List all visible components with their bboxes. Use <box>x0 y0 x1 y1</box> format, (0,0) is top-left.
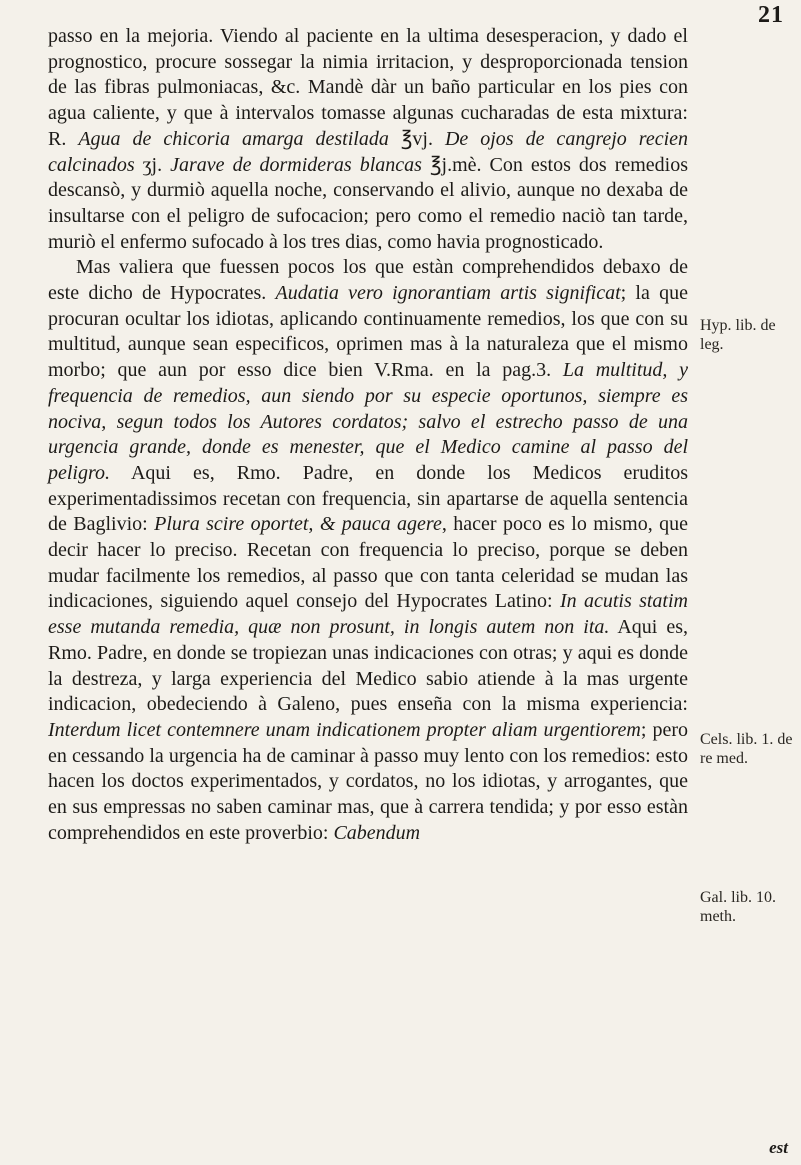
text-run: ℥j.mè. Con estos dos remedios descansò, y durmiò aquella noche, conservando el alivio, aunque no dexaba de insultarse con el peligro de sufocacion; pero como el remedio naciò tan tarde, muriò el enfermo sufocado à los tres dias, como havia prognosticado. <box>48 153 689 253</box>
paragraph <box>48 255 688 846</box>
italic-quote: Plura scire oportet, & pauca agere <box>154 513 442 536</box>
body-text <box>48 24 688 847</box>
italic-quote: Interdum licet contemnere unam indicationem propter aliam urgentiorem <box>48 718 641 741</box>
paragraph <box>48 24 688 255</box>
margin-note-hyp: Hyp. lib. de leg. <box>700 317 776 353</box>
italic-quote: Audatia vero ignorantiam artis significat <box>275 282 621 305</box>
italic-quote: Jarave de dormideras blancas <box>170 153 422 176</box>
italic-quote: Cabendum <box>333 821 421 844</box>
page-number: 21 <box>758 2 784 28</box>
margin-note-cels: Cels. lib. 1. de re med. <box>700 731 793 767</box>
italic-quote: In acutis statim esse mutanda remedia, quæ non prosunt, in longis autem non ita. <box>48 590 688 639</box>
text-run: Aqui es, Rmo. Padre, en donde los Medicos eruditos experimentadissimos recetan con frequencia, sin apartarse de aquella sentencia de Baglivio: <box>48 461 688 536</box>
text-run: passo en la mejoria. Viendo al paciente en la ultima desesperacion, y dado el prognostico, procure sossegar la nimia irritacion, y desproporcionada tension de las fibras pulmoniacas, &c. Mandè dàr un baño particular en los pies con agua caliente, y que à intervalos tomasse algunas cucharadas de esta mixtura: R. <box>48 25 688 150</box>
italic-quote: Agua de chicoria amarga destilada <box>78 127 389 150</box>
text-run: ; la que procuran ocultar los idiotas, aplicando continuamente remedios, los que con su multitud, aunque sean especificos, oprimen mas à la naturaleza que el mismo morbo; que aun por esso dice bien V.Rma. en la pag.3. <box>48 282 688 382</box>
italic-quote: La multitud, y frequencia de remedios, aun siendo por su especie oportunos, siempre es nociva, segun todos los Autores cordatos; salvo el estrecho passo de una urgencia grande, donde es menester, que el Medico camine al passo del peligro. <box>48 359 689 484</box>
text-run: ʒj. <box>134 153 171 176</box>
text-run: ; pero en cessando la urgencia ha de caminar à passo muy lento con los remedios: esto hacen los doctos experimentados, y cordatos, no los idiotas, y arrogantes, que en sus empressas no saben caminar mas, que à carrera tendida; y por esso estàn comprehendidos en este proverbio: <box>48 718 689 844</box>
margin-note-gal: Gal. lib. 10. meth. <box>700 889 776 925</box>
text-run: Aqui es, Rmo. Padre, en donde se tropiezan unas indicaciones con otras; y aqui es donde la destreza, y larga experiencia del Medico sabio atiende à la mas urgente indicacion, obedeciendo à Galeno, pues enseña con la misma experiencia: <box>48 616 689 716</box>
italic-quote: De ojos de cangrejo recien calcinados <box>48 127 689 176</box>
text-run: , hacer poco es lo mismo, que decir hacer lo preciso. Recetan con frequencia lo preciso, porque se deben mudar facilmente los remedios, al passo que con tanta celeridad se mudan las indicaciones, siguiendo aquel consejo del Hypocrates Latino: <box>48 513 688 613</box>
catchword: est <box>769 1138 788 1157</box>
text-run: Mas valiera que fuessen pocos los que estàn comprehendidos debaxo de este dicho de Hypocrates. <box>48 256 688 305</box>
text-run: ℥vj. <box>388 127 445 150</box>
